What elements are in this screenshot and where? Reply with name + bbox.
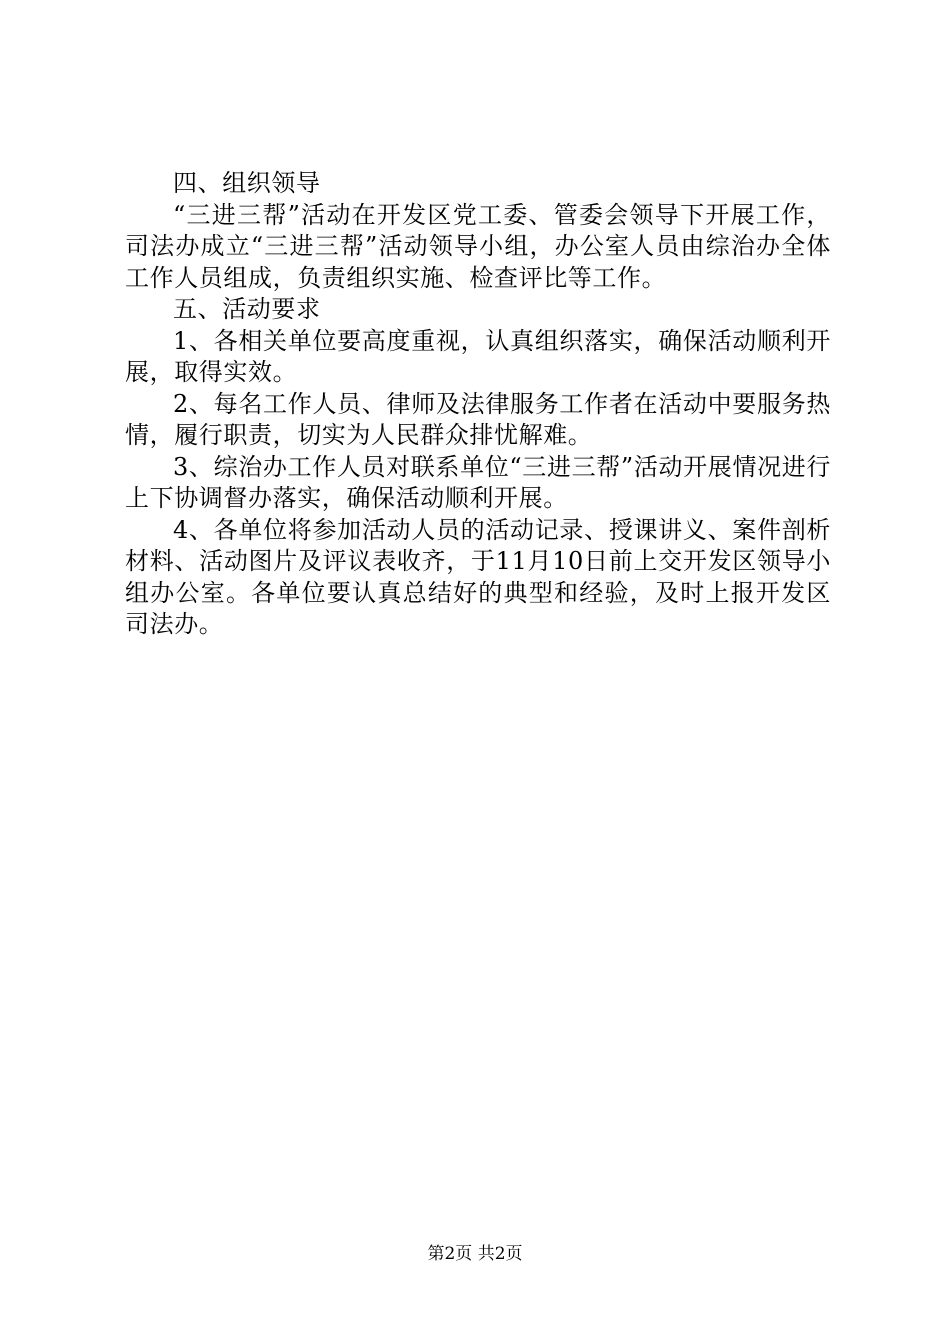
- section-heading-organization: 四、组织领导: [173, 169, 321, 197]
- requirement-item-1: 1、各相关单位要高度重视，认真组织落实，确保活动顺利开展，取得实效。: [125, 326, 831, 386]
- requirement-item-2: 2、每名工作人员、律师及法律服务工作者在活动中要服务热情，履行职责，切实为人民群众排忧解难。: [125, 389, 831, 449]
- paragraph-organization: “三进三帮”活动在开发区党工委、管委会领导下开展工作，司法办成立“三进三帮”活动领导小组，办公室人员由综治办全体工作人员组成，负责组织实施、检查评比等工作。: [125, 200, 831, 292]
- requirement-item-3: 3、综治办工作人员对联系单位“三进三帮”活动开展情况进行上下协调督办落实，确保活动顺利开展。: [125, 452, 831, 512]
- page-footer: 第2页 共2页: [427, 1244, 523, 1264]
- requirement-item-4: 4、各单位将参加活动人员的活动记录、授课讲义、案件剖析材料、活动图片及评议表收齐，于11月10日前上交开发区领导小组办公室。各单位要认真总结好的典型和经验，及时上报开发区司法办。: [125, 515, 831, 638]
- section-heading-requirements: 五、活动要求: [173, 295, 321, 323]
- document-body: [125, 168, 831, 641]
